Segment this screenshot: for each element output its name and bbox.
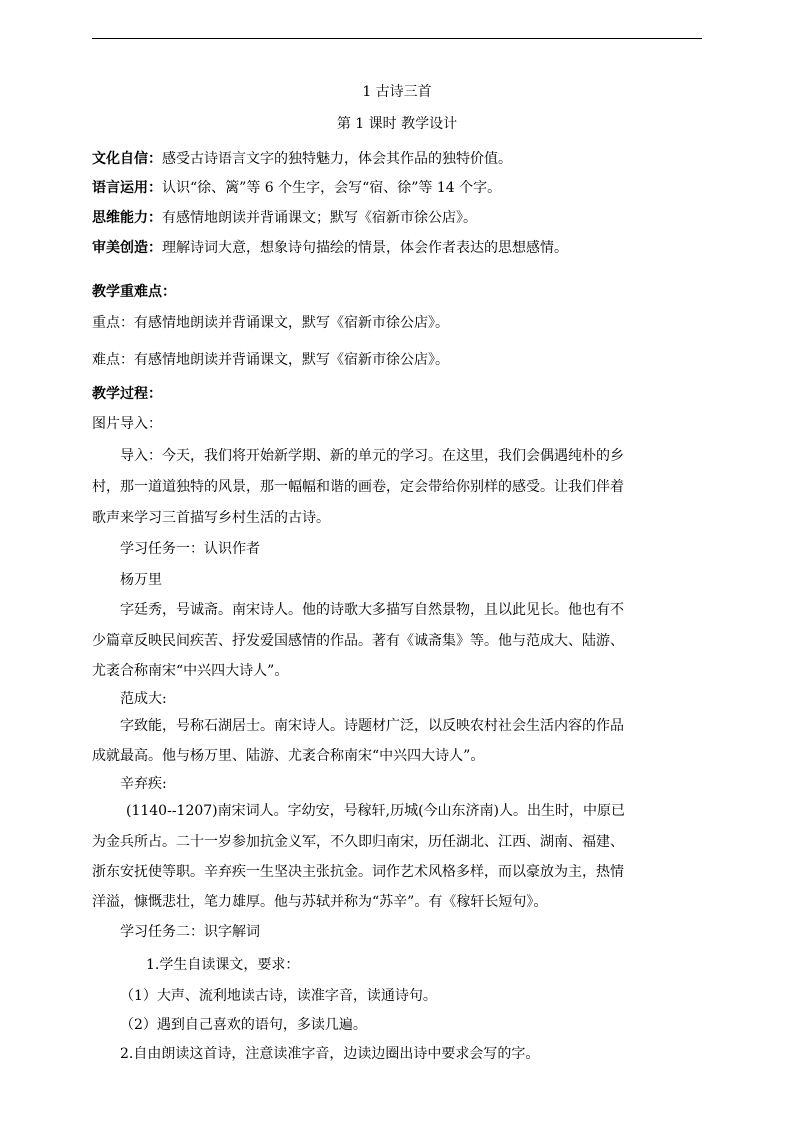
intro-line: 村，那一道道独特的风景，那一幅幅和谐的画卷，定会带给你别样的感受。让我们伴着 — [92, 479, 624, 495]
goal-text: 认识“徐、篱”等 6 个生字，会写“宿、徐”等 14 个字。 — [162, 180, 502, 196]
header-rule — [92, 38, 702, 39]
author-name: 辛弃疾: — [120, 776, 167, 792]
step-1: 1.学生自读课文，要求： — [146, 957, 300, 973]
intro-line: 导入：今天，我们将开始新学期、新的单元的学习。在这里，我们会偶遇纯朴的乡 — [120, 448, 624, 464]
author-bio-line: (1140--1207)南宋词人。字幼安，号稼轩,历城(今山东济南)人。出生时，中原已 — [126, 803, 626, 819]
goal-culture — [92, 149, 512, 169]
author-name: 范成大: — [120, 691, 167, 707]
goal-label: 思维能力： — [92, 210, 162, 226]
document-title: 1 古诗三首 — [362, 84, 432, 100]
step-1b: （2）遇到自己喜欢的语句，多读几遍。 — [120, 1017, 367, 1033]
task1-heading: 学习任务一：认识作者 — [120, 541, 260, 557]
process-heading: 教学过程： — [92, 386, 162, 402]
intro-line: 歌声来学习三首描写乡村生活的古诗。 — [92, 510, 330, 526]
author-bio-line: 字廷秀，号诚斋。南宋诗人。他的诗歌大多描写自然景物，且以此见长。他也有不 — [120, 602, 624, 618]
difficult-point: 难点：有感情地朗读并背诵课文，默写《宿新市徐公店》。 — [92, 352, 449, 368]
author-bio-line: 为金兵所占。二十一岁参加抗金义军，不久即归南宋，历任湖北、江西、湖南、福建、 — [92, 834, 624, 850]
goal-thinking — [92, 208, 477, 228]
goal-text: 感受古诗语言文字的独特魅力，体会其作品的独特价值。 — [162, 151, 512, 167]
goal-label: 文化自信： — [92, 151, 162, 167]
author-bio-line: 浙东安抚使等职。辛弃疾一生坚决主张抗金。词作艺术风格多样，而以豪放为主，热情 — [92, 864, 624, 880]
goal-language — [92, 178, 501, 198]
task2-heading: 学习任务二：识字解词 — [120, 924, 260, 940]
key-point: 重点：有感情地朗读并背诵课文，默写《宿新市徐公店》。 — [92, 315, 449, 331]
goal-text: 有感情地朗读并背诵课文；默写《宿新市徐公店》。 — [162, 210, 477, 226]
goal-text: 理解诗词大意，想象诗句描绘的情景，体会作者表达的思想感情。 — [162, 240, 568, 256]
author-name: 杨万里 — [120, 572, 162, 588]
key-points-heading: 教学重难点： — [92, 284, 176, 300]
author-bio-line: 成就最高。他与杨万里、陆游、尤袤合称南宋“中兴四大诗人”。 — [92, 748, 485, 764]
author-bio-line: 尤袤合称南宋“中兴四大诗人”。 — [92, 663, 289, 679]
author-bio-line: 字致能，号称石湖居士。南宋诗人。诗题材广泛，以反映农村社会生活内容的作品 — [120, 718, 624, 734]
goal-aesthetic — [92, 238, 568, 258]
step-2: 2.自由朗读这首诗，注意读准字音，边读边圈出诗中要求会写的字。 — [120, 1046, 540, 1062]
picture-intro-label: 图片导入： — [92, 416, 162, 432]
goal-label: 语言运用： — [92, 180, 162, 196]
document-subtitle: 第 1 课时 教学设计 — [336, 116, 458, 132]
step-1a: （1）大声、流利地读古诗，读准字音，读通诗句。 — [120, 988, 437, 1004]
author-bio-line: 洋溢，慷慨悲壮，笔力雄厚。他与苏轼并称为“苏辛”。有《稼轩长短句》。 — [92, 894, 548, 910]
author-bio-line: 少篇章反映民间疾苦、抒发爱国感情的作品。著有《诚斋集》等。他与范成大、陆游、 — [92, 633, 624, 649]
goal-label: 审美创造： — [92, 240, 162, 256]
